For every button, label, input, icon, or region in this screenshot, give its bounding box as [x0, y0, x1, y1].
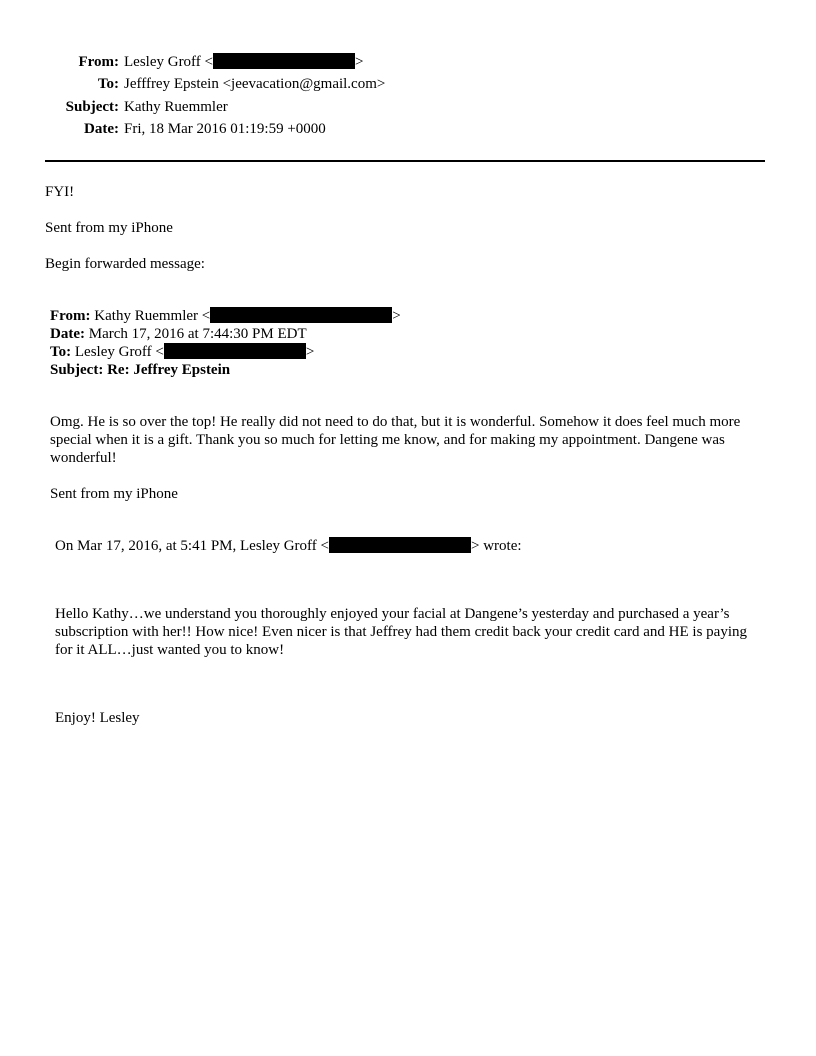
forwarded-date-value: March 17, 2016 at 7:44:30 PM EDT [88, 326, 307, 342]
header-to-value: Jefffrey Epstein <jeevacation@gmail.com> [124, 76, 386, 92]
redaction-block [329, 537, 471, 553]
forwarded-from-name: Kathy Ruemmler < [94, 308, 211, 324]
header-date-label: Date: [84, 121, 119, 137]
header-from-close: > [355, 54, 364, 70]
quoted-message: Hello Kathy…we understand you thoroughly enjoyed your facial at Dangene’s yesterday and purchased a year’s subscription with her!! How nice! Even nicer is that Jeffrey had them credit back your credit card and HE is paying for it ALL…just wanted you to know! [55, 606, 747, 658]
header-subject-value: Kathy Ruemmler [124, 99, 228, 115]
header-from-value [124, 52, 363, 72]
forwarded-message: Omg. He is so over the top! He really did not need to do that, but it is wonderful. Somehow it does feel much more special when it is a gift. Thank you so much for letting me know, and for making my appointment. Dangene was wonderful! [50, 414, 741, 466]
body-begin-forwarded: Begin forwarded message: [45, 256, 205, 272]
forwarded-date-row [50, 325, 307, 343]
forwarded-from-label: From: [50, 308, 91, 324]
header-from-name: Lesley Groff < [124, 54, 213, 70]
redaction-block [210, 307, 392, 323]
forwarded-subject-label: Subject: [50, 362, 104, 378]
header-to-label: To: [97, 76, 119, 92]
header-divider [45, 160, 765, 162]
body-fyi: FYI! [45, 184, 75, 200]
header-from-row [0, 52, 816, 72]
forwarded-to-label: To: [50, 344, 72, 360]
forwarded-from-close: > [392, 308, 401, 324]
header-date-row [0, 119, 816, 139]
header-subject-label: Subject: [65, 99, 119, 115]
header-subject-row [0, 97, 816, 117]
forwarded-from-row [50, 307, 401, 325]
header-date-value: Fri, 18 Mar 2016 01:19:59 +0000 [124, 121, 326, 137]
forwarded-subject-value: Re: Jeffrey Epstein [107, 362, 231, 378]
forwarded-to-row [50, 343, 314, 361]
forwarded-sent-from: Sent from my iPhone [50, 486, 178, 502]
forwarded-to-close: > [305, 344, 315, 360]
quote-intro-wrote: > wrote: [470, 538, 522, 554]
header-to-row [0, 74, 816, 94]
header-from-label: From: [78, 54, 119, 70]
quote-intro-text: On Mar 17, 2016, at 5:41 PM, Lesley Groff < [55, 538, 329, 554]
forwarded-date-label: Date: [50, 326, 85, 342]
redaction-block [213, 53, 355, 69]
quoted-signoff: Enjoy! Lesley [55, 710, 140, 726]
redaction-block [164, 343, 306, 359]
forwarded-subject-row [50, 361, 230, 379]
forwarded-to-name: Lesley Groff < [74, 344, 164, 360]
body-sent-from: Sent from my iPhone [45, 220, 173, 236]
quote-intro [55, 537, 522, 555]
